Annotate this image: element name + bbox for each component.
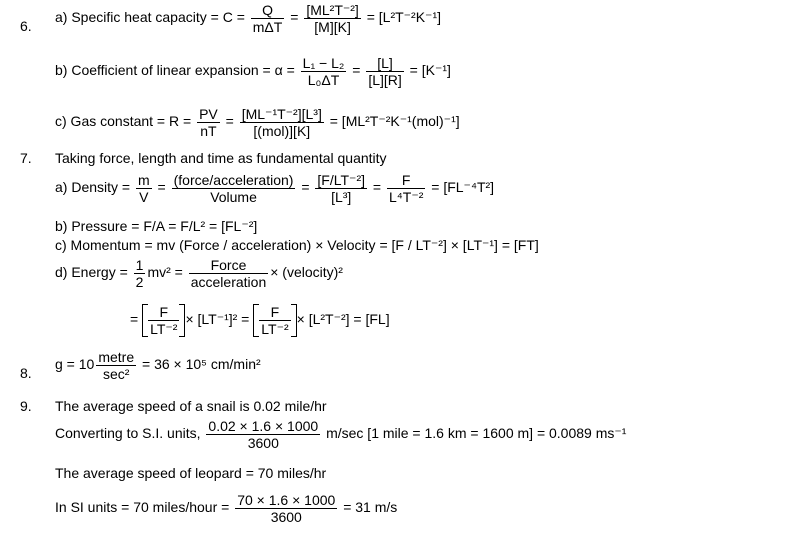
q9-conv-rhs: m/sec [1 mile = 1.6 km = 1600 m] = 0.0089 ms⁻¹ <box>326 425 627 442</box>
q7a-fraction-2: $\frac{\text{(force/acceleration)}}{\text{Volume}}$ <box>173 172 294 205</box>
q7e-bracket-2 <box>253 304 296 337</box>
q7d-lhs: d) Energy = <box>55 264 128 281</box>
q9-number: 9. <box>20 398 32 414</box>
q7d-fraction-2: $\frac{\text{Force}}{\text{acceleration}}$ <box>190 257 267 290</box>
q7d-mv: mv² = <box>147 264 183 281</box>
q9-conv-fraction: $\frac{0.02 \times 1.6 \times 1000}{3600}$ <box>208 418 319 451</box>
q6c-equation: c) Gas constant = R = $\frac{PV}{nT}$ = $\frac{\text{[ML⁻¹T⁻²][L³]}}{\text{[(mol)][K]}}$ = [ML²T⁻²K⁻¹(mol)⁻¹] <box>55 106 460 139</box>
q8-fraction: $\frac{\text{metre}}{\text{sec²}}$ <box>98 349 135 382</box>
q7a-fraction-3: $\frac{\text{[F/LT⁻²]}}{\text{[L³]}}$ <box>317 172 365 205</box>
q7e-equation <box>130 304 390 337</box>
q6a-lhs: a) Specific heat capacity = C = <box>55 9 245 26</box>
q8-equation <box>55 349 261 382</box>
q9-conversion <box>55 418 626 451</box>
q7e-mid: × [LT⁻¹]² = <box>185 311 250 328</box>
q7a-lhs: a) Density = <box>55 179 131 196</box>
q7e-eq: = <box>130 311 139 328</box>
q7a-equation: a) Density = $\frac{m}{V}$ = $\frac{\text{(force/acceleration)}}{\text{Volume}}$ = $\frac{\text{[F/LT⁻²]}}{\text{[L³]}}$ = $\frac{F}{\text{L⁴T⁻²}}$ = [FL⁻⁴T²] <box>55 172 495 205</box>
q6b-rhs: = [K⁻¹] <box>409 62 451 79</box>
q7e-fraction-1: $\frac{F}{\text{LT⁻²}}$ <box>150 304 178 337</box>
q9-line1: The average speed of a snail is 0.02 mile/hr <box>55 398 327 414</box>
q6-number: 6. <box>20 18 32 34</box>
q6c-rhs: = [ML²T⁻²K⁻¹(mol)⁻¹] <box>329 113 460 130</box>
q6c-fraction-2: $\frac{\text{[ML⁻¹T⁻²][L³]}}{\text{[(mol)][K]}}$ <box>241 106 322 139</box>
q7c-text: c) Momentum = mv (Force / acceleration) × Velocity = [F / LT⁻²] × [LT⁻¹] = [FT] <box>55 237 539 253</box>
q7a-fraction-4: $\frac{F}{\text{L⁴T⁻²}}$ <box>388 172 424 205</box>
q9-si-rhs: = 31 m/s <box>343 499 398 516</box>
q6b-fraction-2: $\frac{[L]}{[L][R]}$ <box>368 55 402 88</box>
q7d-fraction-1: $\frac{1}{2}$ <box>135 257 144 290</box>
q7-intro: Taking force, length and time as fundamental quantity <box>55 150 387 166</box>
q8-lhs: g = 10 <box>55 356 95 373</box>
q6a-rhs: = [L²T⁻²K⁻¹] <box>366 9 441 26</box>
q7a-rhs: = [FL⁻⁴T²] <box>431 179 495 196</box>
q9-si-units <box>55 492 397 525</box>
q6b-equation: b) Coefficient of linear expansion = α = $\frac{\text{L₁ − L₂}}{\text{L₀ΔT}}$ = $\frac{[L]}{[L][R]}$ = [K⁻¹] <box>55 55 451 88</box>
q7e-fraction-2: $\frac{F}{\text{LT⁻²}}$ <box>261 304 289 337</box>
q6b-fraction-1: $\frac{\text{L₁ − L₂}}{\text{L₀ΔT}}$ <box>302 55 345 88</box>
q7d-equation <box>55 257 343 290</box>
q6a-fraction-2: $\frac{\text{[ML²T⁻²]}}{[M][K]}$ <box>306 2 359 35</box>
q6c-fraction-1: $\frac{PV}{nT}$ <box>199 106 218 139</box>
q7d-rhs: × (velocity)² <box>270 264 343 281</box>
q6b-lhs: b) Coefficient of linear expansion = α = <box>55 62 295 79</box>
q9-si-fraction: $\frac{70 \times 1.6 \times 1000}{3600}$ <box>237 492 336 525</box>
q9-conv-lhs: Converting to S.I. units, <box>55 425 201 442</box>
q6a-fraction-1: $\frac{Q}{\text{mΔT}}$ <box>252 2 283 35</box>
q6c-lhs: c) Gas constant = R = <box>55 113 192 130</box>
q7-number: 7. <box>20 150 32 166</box>
q7b-text: b) Pressure = F/A = F/L² = [FL⁻²] <box>55 218 258 234</box>
q6a-equation: a) Specific heat capacity = C = $\frac{Q}{\text{mΔT}}$ = $\frac{\text{[ML²T⁻²]}}{[M][K]}$ = [L²T⁻²K⁻¹] <box>55 2 441 35</box>
q9-si-lhs: In SI units = 70 miles/hour = <box>55 499 230 516</box>
q9-line3: The average speed of leopard = 70 miles/hr <box>55 465 327 481</box>
q7e-rhs: × [L²T⁻²] = [FL] <box>296 311 390 328</box>
q7a-fraction-1: $\frac{m}{V}$ <box>137 172 150 205</box>
q7e-bracket-1 <box>142 304 185 337</box>
q8-rhs: = 36 × 10⁵ cm/min² <box>142 356 261 373</box>
q8-number: 8. <box>20 365 32 381</box>
